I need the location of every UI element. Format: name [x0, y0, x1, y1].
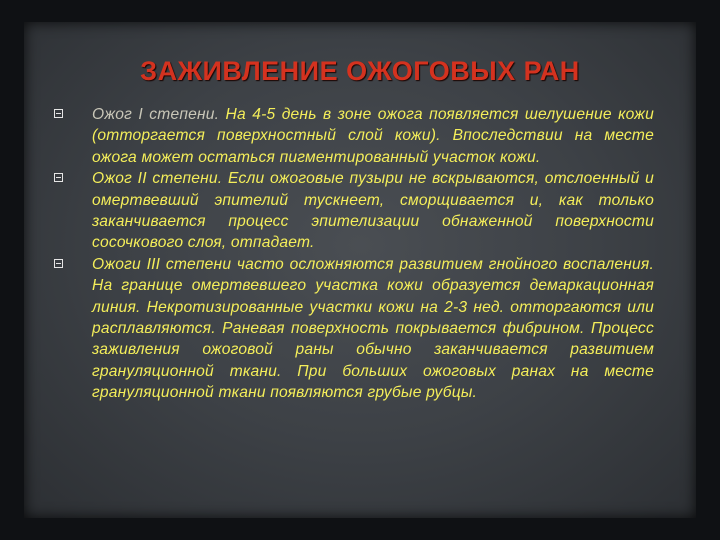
list-item: [54, 168, 654, 254]
square-bullet-icon: [54, 259, 63, 268]
bullet-list: [54, 104, 654, 404]
bullet-body: На 4-5 день в зоне ожога появляется шелушение кожи (отторгается поверхностный слой кожи). Впоследствии на месте ожога может остаться пигментированный участок кожи.: [92, 106, 654, 166]
bullet-body: Если ожоговые пузыри не вскрываются, отслоенный и омертвевший эпителий тускнеет, сморщивается и, как только заканчивается процесс эпителизации обнаженной поверхности сосочкового слоя, отпадает.: [92, 170, 654, 252]
square-bullet-icon: [54, 173, 63, 182]
bullet-body: часто осложняются развитием гнойного воспаления. На границе омертвевшего участка кожи образуется демаркационная линия. Некротизированные участки кожи на 2-3 нед. отторгаются или расплавляются. Раневая поверхность покрывается фибрином. Процесс заживления ожоговой раны обычно заканчивается развитием грануляционной ткани. При больших ожоговых ранах на месте грануляционной ткани появляются грубые рубцы.: [92, 255, 654, 402]
bullet-lead: Ожог II степени.: [92, 170, 223, 188]
bullet-lead: Ожоги III степени: [92, 255, 232, 273]
list-item: [54, 254, 654, 404]
bullet-text: [92, 168, 654, 254]
bullet-text: [92, 254, 654, 404]
square-bullet-icon: [54, 109, 63, 118]
bullet-text: [92, 104, 654, 168]
slide-title: ЗАЖИВЛЕНИЕ ОЖОГОВЫХ РАН: [140, 56, 580, 86]
bullet-lead: Ожог I степени.: [92, 106, 220, 123]
list-item: [54, 104, 654, 168]
